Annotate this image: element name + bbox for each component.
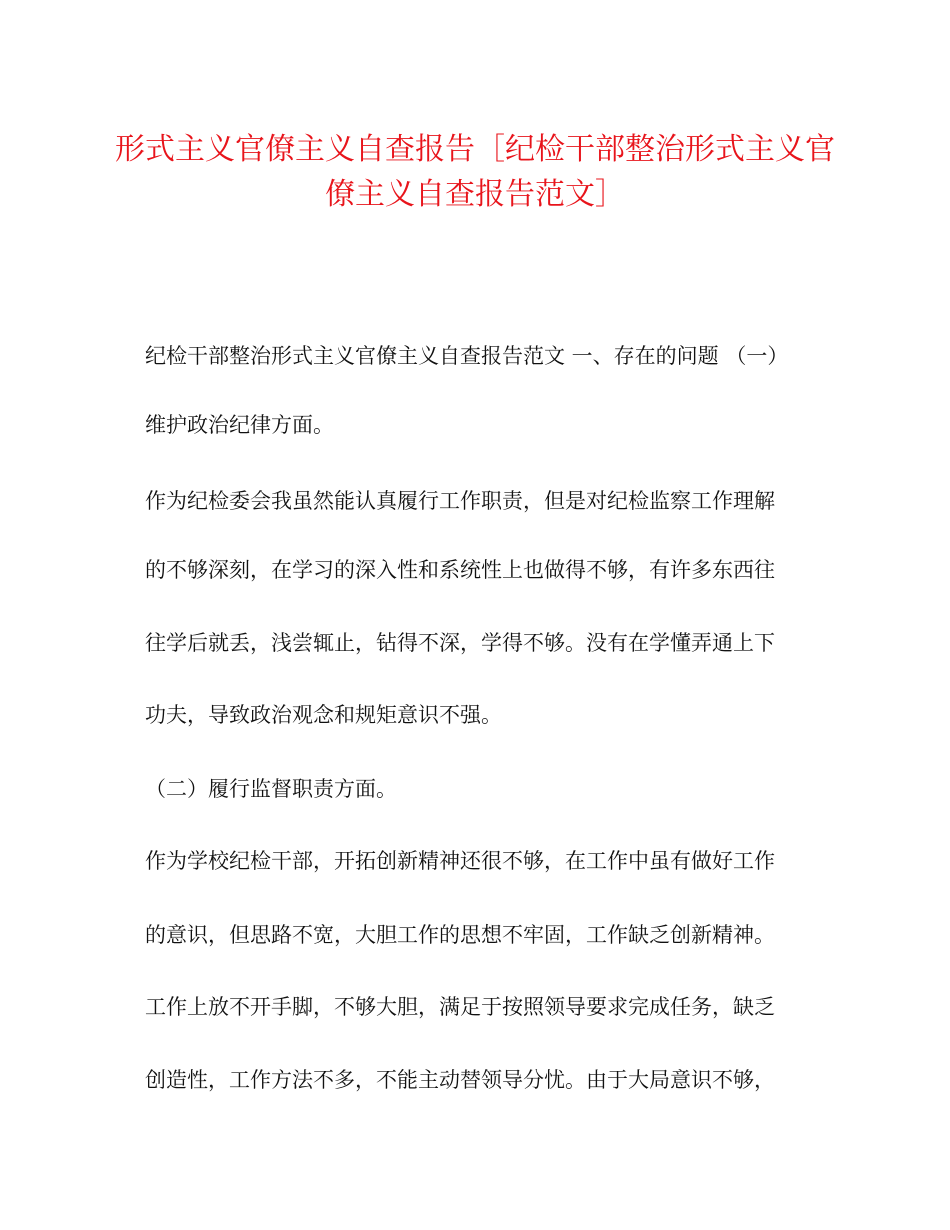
body-line-3: 作为纪检委会我虽然能认真履行工作职责，但是对纪检监察工作理解 [145,489,775,513]
body-line-2: 维护政治纪律方面。 [145,413,334,437]
body-line-8: 作为学校纪检干部，开拓创新精神还很不够，在工作中虽有做好工作 [145,849,775,873]
body-line-1: 纪检干部整治形式主义官僚主义自查报告范文 一、存在的问题 （一） [145,344,789,368]
body-line-9: 的意识，但思路不宽，大胆工作的思想不牢固，工作缺乏创新精神。 [145,923,775,947]
body-line-4: 的不够深刻，在学习的深入性和系统性上也做得不够，有许多东西往 [145,558,775,582]
body-line-7: （二）履行监督职责方面。 [145,777,397,801]
body-line-10: 工作上放不开手脚，不够大胆，满足于按照领导要求完成任务，缺乏 [145,995,775,1019]
body-line-5: 往学后就丢，浅尝辄止，钻得不深，学得不够。没有在学懂弄通上下 [145,631,775,655]
body-line-6: 功夫，导致政治观念和规矩意识不强。 [145,703,502,727]
body-line-11: 创造性，工作方法不多，不能主动替领导分忧。由于大局意识不够， [145,1068,775,1092]
document-title-line-1: 形式主义官僚主义自查报告［纪检干部整治形式主义官 [115,132,835,167]
document-title-line-2: 僚主义自查报告范文］ [325,177,625,212]
